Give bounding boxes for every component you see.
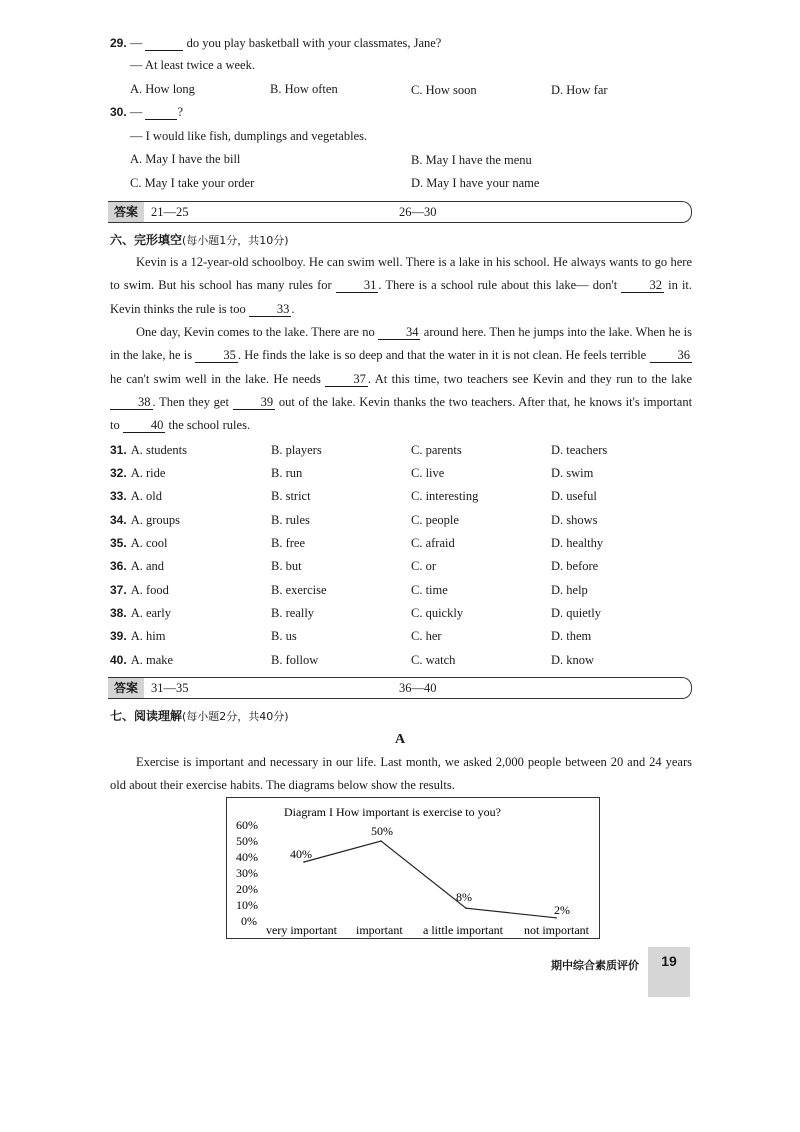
option-a [110, 653, 173, 668]
option-c: C. quickly [411, 606, 464, 620]
cloze-blank: 32 [621, 279, 664, 293]
cloze-blank: 35 [195, 349, 238, 363]
option-row [110, 559, 670, 577]
option-b: B. us [271, 629, 297, 643]
option-d: D. healthy [551, 536, 604, 550]
option-b: B. follow [271, 653, 319, 667]
exercise-importance-chart [226, 797, 602, 941]
text-segment: . [291, 301, 295, 316]
answer-range: 31—35 [151, 681, 189, 695]
passage-heading: A [394, 732, 406, 747]
question-number: 35. [110, 536, 127, 550]
option-c: C. live [411, 466, 445, 480]
text-segment: around here. Then he jumps into the lake. When he is in the lake, he is [110, 325, 693, 363]
text-segment: out of the lake. Kevin thanks the two teachers. After that, he knows it's important to [110, 394, 693, 433]
option-b: B. players [271, 443, 322, 457]
option-d: D. before [551, 559, 599, 573]
cloze-blank: 34 [378, 326, 421, 340]
option-row [110, 583, 670, 601]
cloze-blank: 31 [336, 279, 379, 293]
option-b: B. run [271, 466, 303, 480]
option-row [110, 443, 670, 461]
x-tick-label: not important [524, 923, 589, 937]
answer-blank [145, 106, 177, 120]
option-a [110, 606, 171, 621]
question-29 [110, 36, 441, 51]
x-tick-label: a little important [423, 923, 503, 937]
text-segment: . Then they get [152, 394, 229, 409]
answer-bar [108, 677, 692, 699]
option-text: A. early [130, 606, 171, 620]
option-29-b: B. How often [270, 82, 338, 96]
option-b: B. rules [271, 513, 310, 527]
data-point [465, 907, 467, 909]
option-c: C. time [411, 583, 448, 597]
y-tick-label: 30% [236, 866, 258, 880]
section-title: 七、阅读理解 [110, 709, 183, 723]
option-text: A. cool [130, 536, 168, 550]
option-c: C. or [411, 559, 436, 573]
question-30 [110, 105, 183, 120]
y-tick-label: 10% [236, 898, 258, 912]
question-text: do you play basketball with your classmates, Jane? [186, 36, 442, 50]
question-text: ? [177, 105, 183, 119]
option-d: D. help [551, 583, 588, 597]
data-point [555, 917, 557, 919]
cloze-blank: 36 [650, 349, 693, 363]
question-number: 32. [110, 466, 127, 480]
option-a [110, 466, 165, 481]
data-label: 2% [554, 902, 570, 917]
option-text: A. ride [130, 466, 166, 480]
text-segment: One day, Kevin comes to the lake. There are no [136, 325, 375, 339]
dash: — [129, 36, 143, 50]
option-row [110, 466, 670, 484]
option-29-c: C. How soon [411, 83, 477, 97]
option-b: B. free [271, 536, 306, 550]
option-text: A. make [130, 653, 174, 667]
cloze-blank: 33 [249, 303, 292, 317]
section-title: 六、完形填空 [110, 233, 183, 247]
question-number: 40. [110, 653, 127, 667]
reply-29: — At least twice a week. [130, 58, 255, 72]
text-segment: the school rules. [168, 418, 251, 433]
option-30-d: D. May I have your name [411, 176, 540, 190]
option-text: A. groups [130, 513, 180, 527]
option-a [110, 443, 187, 458]
answer-range: 26—30 [399, 205, 437, 219]
option-c: C. parents [411, 443, 462, 457]
text-segment: he can't swim well in the lake. He needs [110, 371, 321, 386]
option-text: A. students [130, 443, 187, 457]
option-text: A. food [130, 583, 169, 597]
option-b: B. really [271, 606, 315, 620]
section-note: (每小题1分，共10分) [182, 234, 289, 247]
y-tick-label: 40% [236, 850, 258, 864]
data-label: 40% [290, 847, 312, 861]
option-c: C. people [411, 513, 459, 527]
dash: — [129, 105, 143, 119]
answer-label: 答案 [108, 678, 144, 698]
cloze-blank: 38 [110, 396, 153, 410]
option-b: B. exercise [271, 583, 327, 597]
question-number: 34. [110, 513, 127, 527]
text-segment: . There is a school rule about this lake— don't [378, 278, 618, 293]
y-tick-label: 20% [236, 882, 258, 896]
x-tick-label: important [356, 923, 403, 937]
option-29-a: A. How long [130, 82, 195, 96]
section-heading [110, 707, 289, 724]
passage-intro: Exercise is important and necessary in our life. Last month, we asked 2,000 people between 20 and 24 years old about their exercise habits. The diagrams below show the results. [110, 755, 692, 793]
option-d: D. them [551, 629, 592, 643]
option-a [110, 489, 162, 504]
option-a [110, 629, 165, 644]
data-point [380, 840, 382, 842]
series-line [304, 841, 556, 918]
option-row [110, 513, 670, 531]
y-tick-label: 50% [236, 834, 258, 848]
option-a [110, 583, 169, 598]
data-label: 8% [456, 890, 472, 905]
answer-range: 21—25 [151, 205, 189, 219]
text-segment: in it. Kevin thinks the rule is too [110, 278, 693, 316]
option-a [110, 513, 180, 528]
option-b: B. strict [271, 489, 311, 503]
option-30-a: A. May I have the bill [130, 152, 241, 166]
option-text: A. old [130, 489, 162, 503]
data-point [303, 861, 305, 863]
option-d: D. know [551, 653, 595, 667]
text-segment: . At this time, two teachers see Kevin and they run to the lake [367, 371, 692, 386]
option-row [110, 653, 670, 671]
page-number-box [648, 947, 690, 997]
text-segment: . He finds the lake is so deep and that the water in it is not clean. He feels terrible [237, 348, 647, 363]
option-d: D. swim [551, 466, 594, 480]
cloze-blank: 37 [325, 373, 368, 387]
option-d: D. quietly [551, 606, 601, 620]
section-heading [110, 231, 289, 248]
option-row [110, 606, 670, 624]
cloze-blank: 40 [123, 419, 166, 433]
answer-range: 36—40 [399, 681, 437, 695]
question-number: 30. [110, 105, 127, 119]
answer-blank [145, 37, 183, 51]
y-tick-label: 0% [241, 914, 257, 928]
page-number: 19 [661, 953, 677, 969]
cloze-paragraph-2 [110, 321, 692, 437]
option-row [110, 536, 670, 554]
option-a [110, 559, 164, 574]
option-row [110, 629, 670, 647]
option-row [110, 489, 670, 507]
option-29-d: D. How far [551, 83, 608, 97]
answer-label: 答案 [108, 202, 144, 222]
option-30-b: B. May I have the menu [411, 153, 532, 167]
y-tick-label: 60% [236, 818, 258, 832]
question-number: 39. [110, 629, 127, 643]
option-c: C. watch [411, 653, 456, 667]
footer-title: 期中综合素质评价 [551, 959, 639, 972]
cloze-blank: 39 [233, 396, 276, 410]
option-c: C. her [411, 629, 442, 643]
chart-title: Diagram I How important is exercise to you? [284, 805, 501, 819]
option-b: B. but [271, 559, 302, 573]
option-d: D. shows [551, 513, 598, 527]
reply-30: — I would like fish, dumplings and vegetables. [130, 129, 368, 143]
option-c: C. afraid [411, 536, 455, 550]
option-30-c: C. May I take your order [130, 176, 255, 190]
section-note: (每小题2分，共40分) [182, 710, 289, 723]
question-number: 29. [110, 36, 127, 50]
question-number: 33. [110, 489, 127, 503]
option-text: A. him [130, 629, 166, 643]
text-segment: Kevin is a 12-year-old schoolboy. He can swim well. There is a lake in his school. He always wants to go here to swim. But his school has many rules for [110, 255, 692, 293]
option-text: A. and [130, 559, 165, 573]
question-number: 37. [110, 583, 127, 597]
question-number: 38. [110, 606, 127, 620]
option-c: C. interesting [411, 489, 479, 503]
option-a [110, 536, 168, 551]
cloze-paragraph-1 [110, 251, 692, 321]
data-label: 50% [371, 824, 393, 838]
question-number: 31. [110, 443, 127, 457]
question-number: 36. [110, 559, 127, 573]
answer-bar [108, 201, 692, 223]
option-d: D. useful [551, 489, 597, 503]
x-tick-label: very important [266, 923, 337, 937]
option-d: D. teachers [551, 443, 608, 457]
